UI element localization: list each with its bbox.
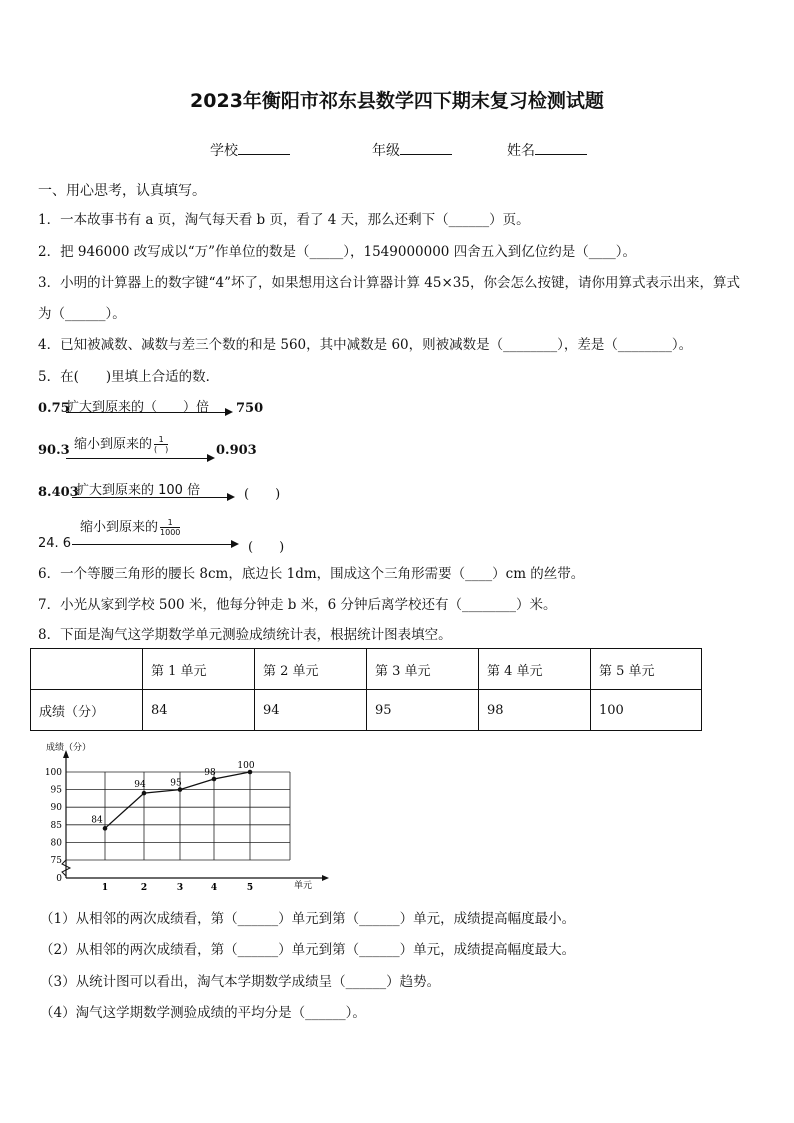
section-heading: 一、用心思考，认真填写。 — [38, 183, 206, 199]
grade-label: 年级 — [372, 143, 400, 159]
q5-item-4-from: 24. 6 — [38, 536, 72, 551]
y-axis-label: 成绩（分） — [46, 743, 92, 753]
table-cell: 95 — [367, 690, 479, 731]
data-label: 100 — [237, 761, 255, 771]
table-header-row — [31, 649, 702, 690]
question-5: 5．在( )里填上合适的数． — [38, 369, 220, 385]
grade-field — [372, 140, 452, 160]
q5-item-1-to: 750 — [236, 401, 264, 416]
q5-item-4-frac-num: 1 — [167, 518, 173, 527]
q5-item-4-frac-den: 1000 — [160, 528, 181, 537]
table-cell: 100 — [591, 690, 702, 731]
question-3-line-2: 为（______）。 — [38, 306, 126, 322]
data-point — [103, 826, 108, 831]
q5-item-2-frac-den: ( ) — [154, 445, 169, 454]
table-row-label: 成绩（分） — [31, 690, 143, 731]
question-6: 6．一个等腰三角形的腰长 8cm，底边长 1dm，围成这个三角形需要（____）cm 的丝带。 — [38, 566, 585, 582]
x-tick-label: 2 — [140, 883, 148, 893]
q5-item-4-label: 缩小到原来的 — [80, 520, 159, 535]
y-tick-label: 80 — [50, 838, 62, 849]
q5-item-3-arrow — [72, 497, 228, 498]
data-label: 98 — [204, 768, 216, 779]
y-tick-label: 100 — [44, 768, 62, 778]
sub-question-3: （3）从统计图可以看出，淘气本学期数学成绩呈（______）趋势。 — [40, 974, 441, 990]
question-4: 4．已知被减数、减数与差三个数的和是 560，其中减数是 60，则被减数是（________），差是（________）。 — [38, 337, 693, 353]
question-1: 1．一本故事书有 a 页，淘气每天看 b 页，看了 4 天，那么还剩下（______）页。 — [38, 212, 530, 228]
name-label: 姓名 — [507, 143, 535, 159]
y-tick-label: 0 — [56, 874, 62, 884]
sub-question-4: （4）淘气这学期数学测验成绩的平均分是（______）。 — [40, 1005, 366, 1021]
q5-item-2-arrow — [66, 458, 208, 459]
table-cell: 84 — [143, 690, 255, 731]
table-header-cell: 第 4 单元 — [479, 649, 591, 690]
q5-item-4-fraction — [160, 518, 180, 537]
q5-item-2-label: 缩小到原来的 — [74, 437, 153, 452]
score-table — [30, 648, 702, 731]
score-line-chart — [30, 738, 330, 898]
x-axis-arrowhead — [322, 875, 329, 881]
q5-item-3-from: 8.403 — [38, 485, 79, 500]
table-header-cell — [31, 649, 143, 690]
question-7: 7．小光从家到学校 500 米，他每分钟走 b 米，6 分钟后离学校还有（________）米。 — [38, 597, 557, 613]
school-blank — [238, 142, 290, 155]
school-label: 学校 — [210, 143, 238, 159]
q5-item-4-label-group — [80, 516, 180, 537]
table-header-cell: 第 1 单元 — [143, 649, 255, 690]
question-3-line-1: 3．小明的计算器上的数字键“4”坏了，如果想用这台计算器计算 45×35，你会怎么按键，请你用算式表示出来，算式 — [38, 275, 740, 291]
q5-item-2-frac-num: 1 — [158, 435, 164, 444]
table-cell: 98 — [479, 690, 591, 731]
q5-item-3-label: 扩大到原来的 100 倍 — [76, 483, 201, 498]
name-field — [507, 140, 587, 160]
grade-blank — [400, 142, 452, 155]
x-tick-label: 3 — [176, 883, 184, 893]
data-label: 95 — [170, 778, 182, 789]
x-tick-label: 1 — [101, 883, 109, 893]
question-8: 8．下面是淘气这学期数学单元测验成绩统计表，根据统计图表填空。 — [38, 627, 452, 643]
data-point — [142, 791, 147, 796]
sub-question-1: （1）从相邻的两次成绩看，第（______）单元到第（______）单元，成绩提高幅度最小。 — [40, 911, 576, 927]
q5-item-4-arrow — [72, 544, 232, 545]
table-header-cell: 第 2 单元 — [255, 649, 367, 690]
y-tick-label: 85 — [50, 820, 62, 831]
y-tick-label: 95 — [50, 785, 62, 796]
q5-item-2-to: 0.903 — [216, 443, 257, 458]
name-blank — [535, 142, 587, 155]
q5-item-2-fraction — [154, 435, 168, 454]
x-tick-label: 4 — [210, 883, 218, 893]
q5-item-1-label: 扩大到原来的（ ）倍 — [66, 400, 210, 415]
table-header-cell: 第 5 单元 — [591, 649, 702, 690]
q5-item-4-to: ( ) — [248, 540, 285, 555]
q5-item-1-from: 0.75 — [38, 401, 70, 416]
q5-item-2-from: 90.3 — [38, 443, 70, 458]
page-title: 2023年衡阳市祁东县数学四下期末复习检测试题 — [190, 90, 604, 112]
sub-question-2: （2）从相邻的两次成绩看，第（______）单元到第（______）单元，成绩提高幅度最大。 — [40, 942, 576, 958]
q5-item-3-to: ( ) — [244, 487, 281, 502]
x-axis-label: 单元 — [294, 881, 313, 891]
data-label: 94 — [134, 780, 146, 791]
table-row — [31, 690, 702, 731]
table-cell: 94 — [255, 690, 367, 731]
data-label: 84 — [91, 815, 103, 826]
school-field — [210, 140, 290, 160]
table-header-cell: 第 3 单元 — [367, 649, 479, 690]
q5-item-1-arrow — [66, 412, 226, 413]
q5-item-2-label-group — [74, 433, 168, 454]
y-tick-label: 75 — [50, 856, 62, 866]
question-2: 2．把 946000 改写成以“万”作单位的数是（_____），1549000000 四舍五入到亿位约是（____）。 — [38, 244, 636, 260]
x-tick-label: 5 — [246, 883, 254, 893]
y-tick-label: 90 — [50, 803, 62, 814]
